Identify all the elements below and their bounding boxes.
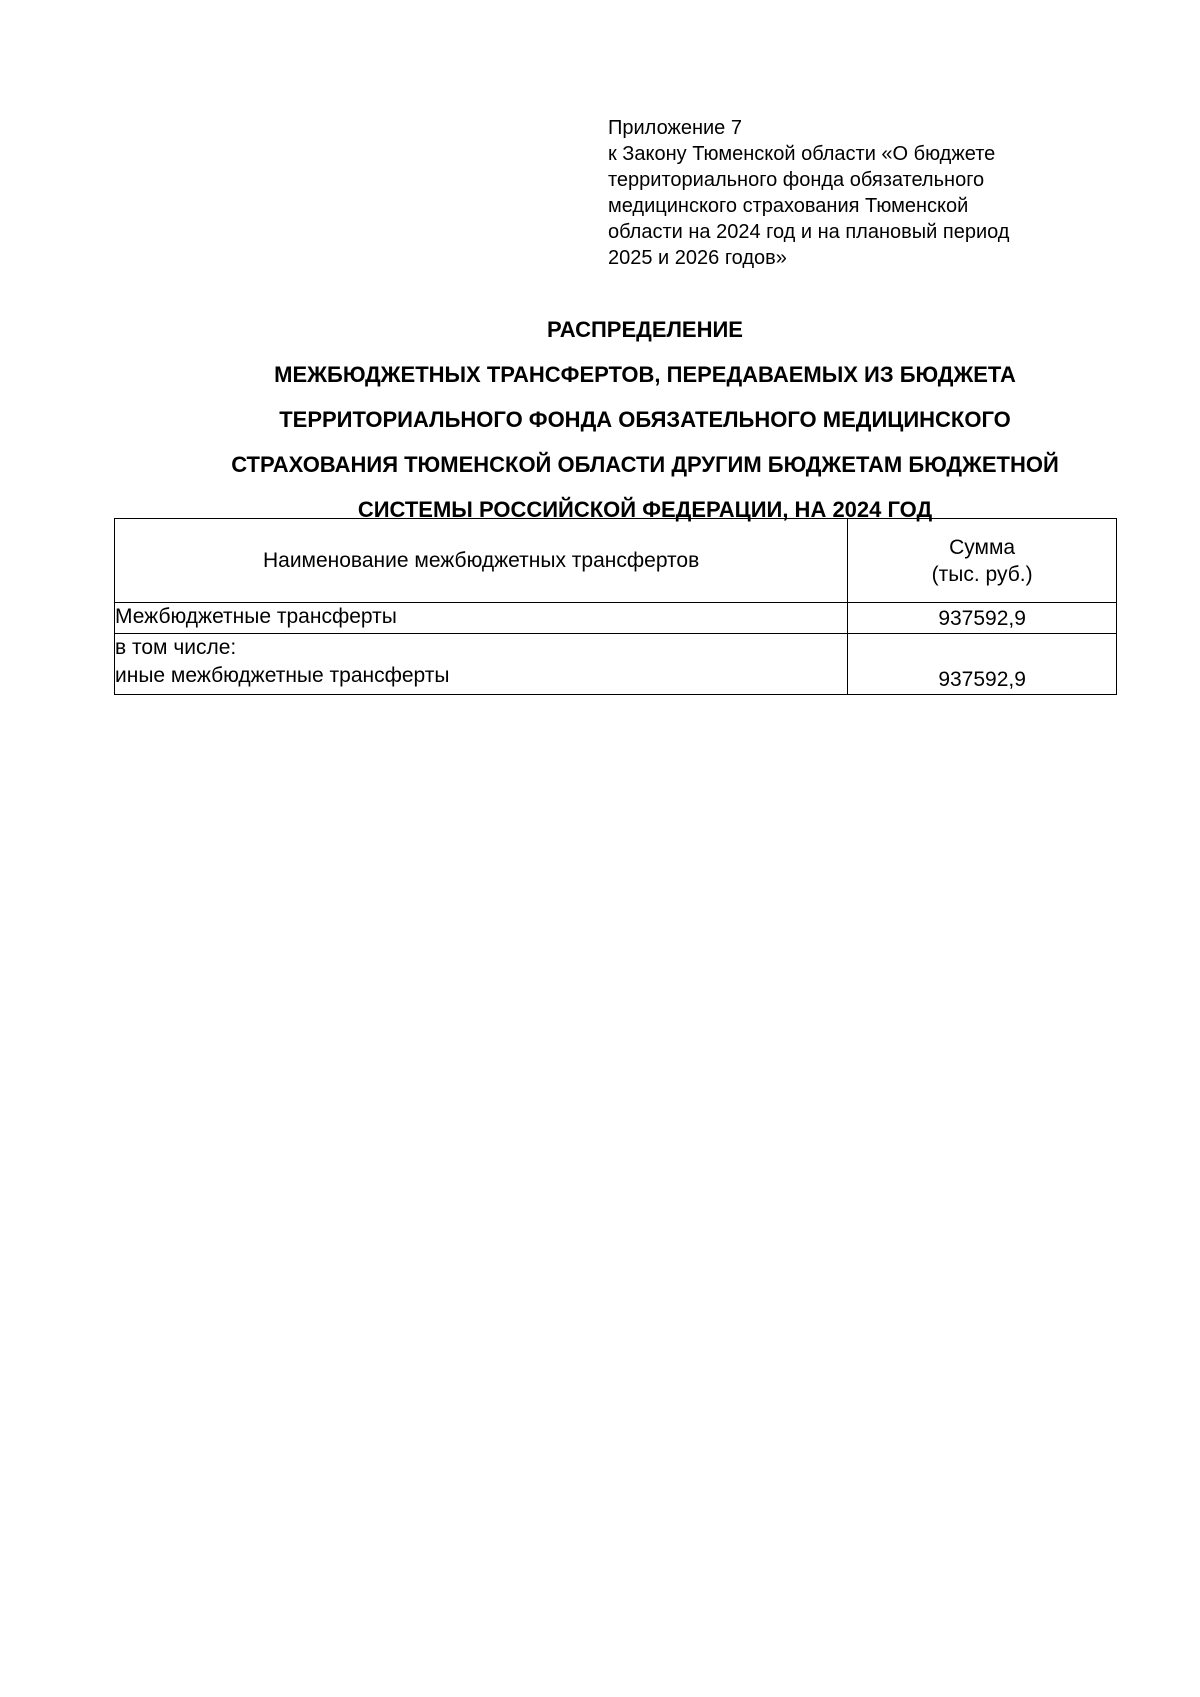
title-line: СТРАХОВАНИЯ ТЮМЕНСКОЙ ОБЛАСТИ ДРУГИМ БЮДЖЕТАМ БЮДЖЕТНОЙ xyxy=(231,452,1059,477)
appendix-line: территориального фонда обязательного xyxy=(608,169,985,191)
title-line: МЕЖБЮДЖЕТНЫХ ТРАНСФЕРТОВ, ПЕРЕДАВАЕМЫХ ИЗ БЮДЖЕТА xyxy=(274,362,1016,387)
row-name: Межбюджетные трансферты xyxy=(115,605,397,628)
table-header-row xyxy=(115,519,1117,603)
row-sum-cell xyxy=(848,634,1117,695)
appendix-line: медицинского страхования Тюменской xyxy=(608,195,969,217)
header-name-label: Наименование межбюджетных трансфертов xyxy=(262,548,700,572)
row-sum: 937592,9 xyxy=(938,607,1026,630)
document-title xyxy=(0,307,1200,532)
title-line: РАСПРЕДЕЛЕНИЕ xyxy=(547,317,743,342)
header-sum-cell xyxy=(848,519,1117,603)
title-line: СИСТЕМЫ РОССИЙСКОЙ ФЕДЕРАЦИИ, НА 2024 ГОД xyxy=(357,497,933,522)
appendix-line: 2025 и 2026 годов» xyxy=(608,247,787,269)
row-name-cell xyxy=(115,634,848,695)
row-sum: 937592,9 xyxy=(938,668,1026,691)
transfers-table xyxy=(114,518,1117,695)
table-row xyxy=(115,603,1117,634)
row-name: иные межбюджетные трансферты xyxy=(115,664,450,687)
appendix-note xyxy=(608,115,1088,271)
title-line: ТЕРРИТОРИАЛЬНОГО ФОНДА ОБЯЗАТЕЛЬНОГО МЕДИЦИНСКОГО xyxy=(279,407,1011,432)
row-name-prefix: в том числе: xyxy=(115,636,237,659)
header-name-cell xyxy=(115,519,848,603)
header-sum-unit: (тыс. руб.) xyxy=(931,562,1033,586)
table-row xyxy=(115,634,1117,695)
appendix-line: к Закону Тюменской области «О бюджете xyxy=(608,143,996,165)
row-sum-cell xyxy=(848,603,1117,634)
row-name-cell xyxy=(115,603,848,634)
appendix-line: Приложение 7 xyxy=(608,117,742,139)
header-sum-label: Сумма xyxy=(949,535,1016,559)
appendix-line: области на 2024 год и на плановый период xyxy=(608,221,1010,243)
